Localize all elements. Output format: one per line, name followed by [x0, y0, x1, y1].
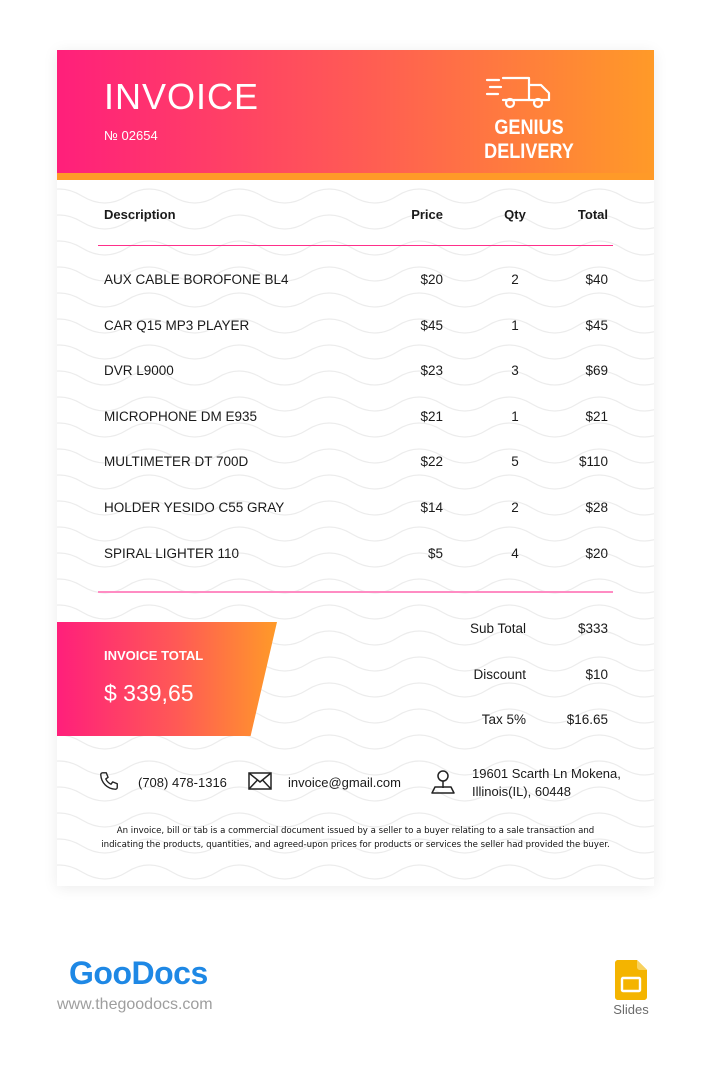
cell-total: $69 — [585, 363, 608, 378]
header-accent-strip — [57, 173, 654, 180]
goodocs-logo: GooDocs — [69, 955, 208, 991]
table-row — [57, 500, 654, 520]
cell-price: $22 — [420, 454, 443, 469]
invoice-number: № 02654 — [104, 128, 158, 143]
cell-total: $45 — [585, 318, 608, 333]
cell-qty: 3 — [511, 363, 519, 378]
cell-price: $5 — [427, 546, 443, 561]
cell-qty: 2 — [511, 272, 519, 287]
cell-qty: 4 — [511, 546, 519, 561]
column-header-price: Price — [411, 207, 443, 222]
column-header-qty: Qty — [504, 207, 526, 222]
brand-name: GENIUS DELIVERY — [484, 116, 574, 163]
cell-total: $21 — [585, 409, 608, 424]
slides-icon — [615, 960, 647, 1000]
cell-total: $110 — [578, 454, 608, 469]
wave-line — [57, 293, 654, 307]
cell-description: SPIRAL LIGHTER 110 — [104, 546, 240, 561]
tax-label: Tax 5% — [481, 712, 526, 727]
wave-line — [57, 735, 654, 749]
table-row — [57, 363, 654, 383]
invoice-total-value: $ 339,65 — [104, 680, 194, 706]
cell-description: DVR L9000 — [104, 363, 174, 378]
cell-total: $28 — [585, 500, 608, 515]
location-icon — [431, 769, 455, 795]
cell-price: $21 — [420, 409, 443, 424]
subtotal-label: Sub Total — [469, 621, 526, 636]
table-row — [57, 272, 654, 292]
cell-price: $20 — [420, 272, 443, 287]
address-line-2: Illinois(IL), 60448 — [472, 784, 571, 799]
email-address: invoice@gmail.com — [288, 775, 401, 790]
invoice-total-label: INVOICE TOTAL — [104, 648, 204, 663]
cell-qty: 1 — [511, 409, 519, 424]
discount-label: Discount — [473, 667, 526, 682]
wave-line — [57, 475, 654, 489]
wave-line — [57, 241, 654, 255]
invoice-footnote: An invoice, bill or tab is a commercial document issued by a seller to a buyer relating to a sale transaction and indicating the products, quantities, and agreed-upon prices for products or services the seller had provided the buyer. — [101, 826, 610, 850]
column-header-description: Description — [104, 207, 176, 222]
cell-qty: 5 — [511, 454, 519, 469]
cell-total: $20 — [585, 546, 608, 561]
address-line-1: 19601 Scarth Ln Mokena, — [472, 766, 621, 781]
cell-price: $45 — [420, 318, 443, 333]
invoice-card — [57, 50, 654, 886]
mail-icon — [248, 772, 272, 790]
table-row — [57, 546, 654, 566]
goodocs-url[interactable]: www.thegoodocs.com — [57, 996, 213, 1013]
cell-description: MICROPHONE DM E935 — [104, 409, 258, 424]
wave-line — [57, 189, 654, 203]
cell-description: HOLDER YESIDO C55 GRAY — [104, 500, 285, 515]
cell-qty: 2 — [511, 500, 519, 515]
cell-description: CAR Q15 MP3 PLAYER — [104, 318, 250, 333]
wave-line — [57, 345, 654, 359]
subtotal-value: $333 — [577, 621, 608, 636]
cell-total: $40 — [585, 272, 608, 287]
column-header-total: Total — [577, 207, 608, 222]
wave-line — [57, 527, 654, 541]
phone-number: (708) 478-1316 — [138, 775, 227, 790]
tax-value: $16.65 — [566, 712, 608, 727]
table-row — [57, 454, 654, 474]
cell-description: MULTIMETER DT 700D — [104, 454, 249, 469]
phone-icon — [98, 770, 120, 792]
table-row — [57, 318, 654, 338]
invoice-total-box — [57, 622, 277, 736]
invoice-title: INVOICE — [104, 76, 260, 117]
table-bottom-divider — [98, 591, 613, 593]
truck-icon — [485, 74, 555, 110]
wave-line — [57, 605, 654, 619]
wave-line — [57, 865, 654, 879]
discount-value: $10 — [585, 667, 608, 682]
slides-label: Slides — [613, 1002, 649, 1017]
cell-description: AUX CABLE BOROFONE BL4 — [104, 272, 289, 287]
table-row — [57, 409, 654, 429]
cell-price: $23 — [420, 363, 443, 378]
cell-qty: 1 — [511, 318, 519, 333]
cell-price: $14 — [420, 500, 443, 515]
header-divider — [98, 245, 613, 246]
